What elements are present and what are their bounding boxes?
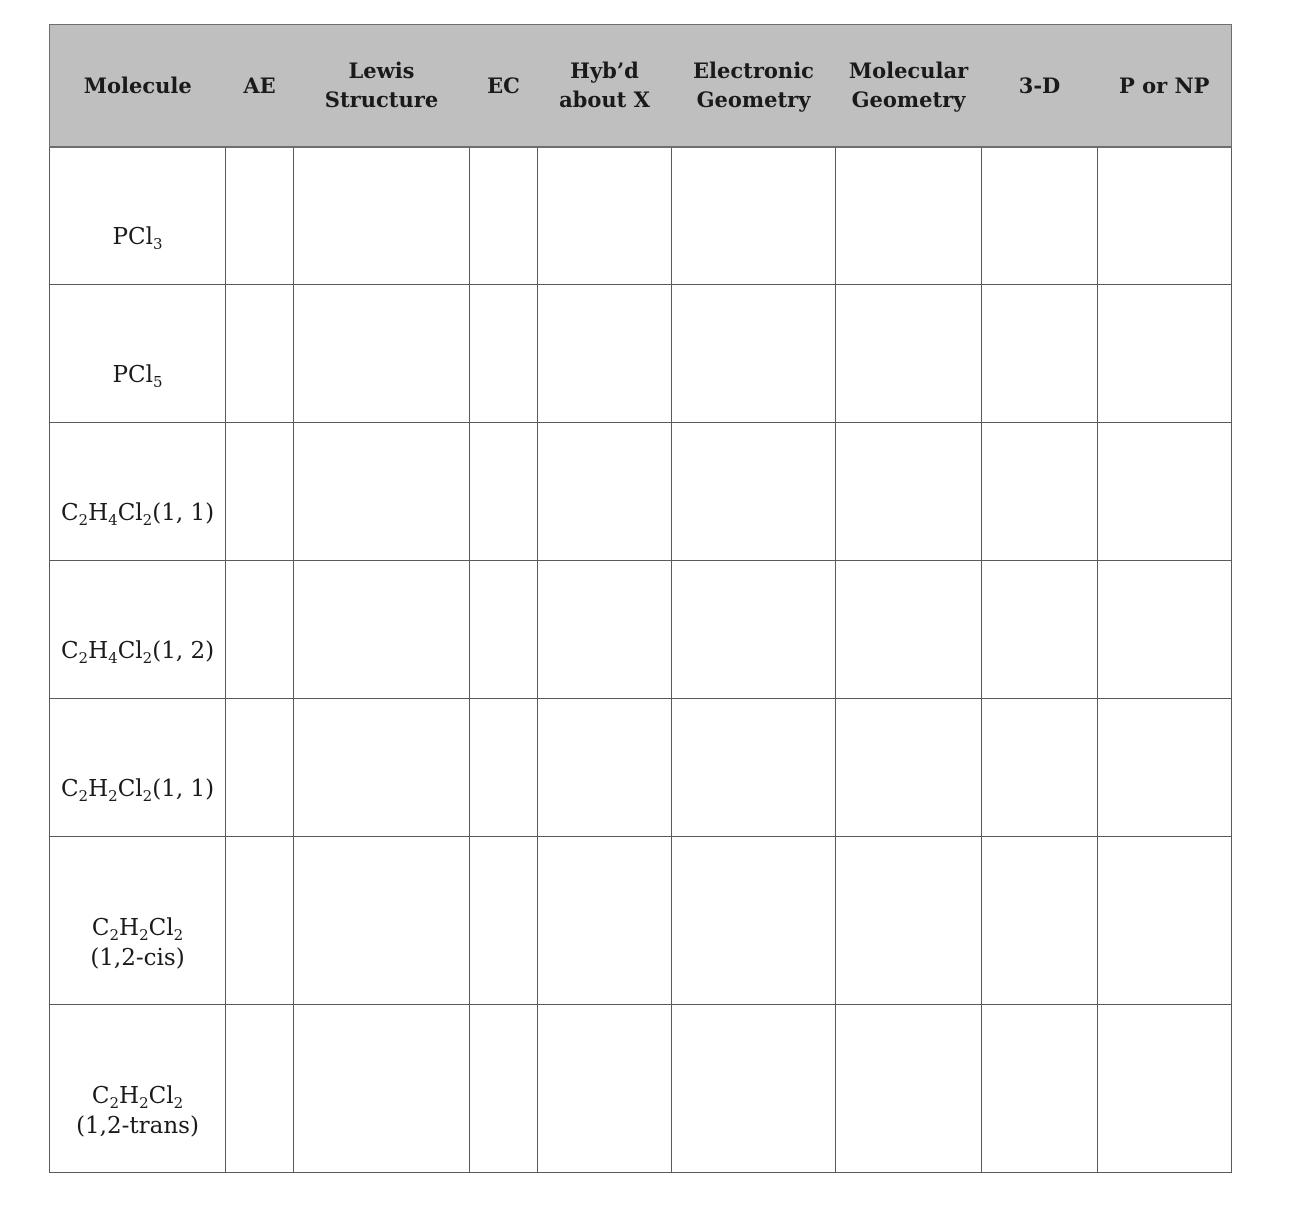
lewis-structure-cell[interactable]: [294, 423, 470, 561]
ec-cell[interactable]: [470, 699, 538, 837]
formula-subscript: 2: [142, 510, 153, 529]
formula-subscript: 2: [173, 1093, 184, 1112]
hybridization-cell[interactable]: [538, 699, 672, 837]
formula-subscript: 2: [142, 786, 153, 805]
hybridization-cell[interactable]: [538, 285, 672, 423]
ec-cell[interactable]: [470, 285, 538, 423]
molecule-formula: [50, 498, 225, 528]
molecule-cell: [50, 285, 226, 423]
formula-text: Cl: [117, 499, 143, 526]
formula-text: C: [91, 1082, 110, 1109]
formula-subscript: 2: [109, 1093, 120, 1112]
lewis-structure-cell[interactable]: [294, 1005, 470, 1173]
table-row: [50, 1005, 1232, 1173]
electronic-geometry-cell[interactable]: [672, 699, 836, 837]
molecule-cell: [50, 423, 226, 561]
formula-subscript: 2: [109, 925, 120, 944]
3d-cell[interactable]: [982, 1005, 1098, 1173]
formula-text: H: [88, 499, 109, 526]
formula-text: C: [60, 499, 79, 526]
formula-subscript: 2: [78, 786, 89, 805]
formula-subscript: 4: [108, 510, 118, 529]
formula-text: C: [60, 775, 79, 802]
formula-subscript: 2: [139, 1093, 149, 1112]
formula-subscript: 4: [108, 648, 118, 667]
3d-cell[interactable]: [982, 699, 1098, 837]
table-row: [50, 699, 1232, 837]
hybridization-cell[interactable]: [538, 561, 672, 699]
molecular-geometry-cell[interactable]: [836, 285, 982, 423]
ec-cell[interactable]: [470, 561, 538, 699]
lewis-structure-cell[interactable]: [294, 561, 470, 699]
3d-cell[interactable]: [982, 837, 1098, 1005]
ae-cell[interactable]: [226, 561, 294, 699]
molecular-geometry-cell[interactable]: [836, 423, 982, 561]
formula-subscript: 2: [108, 786, 118, 805]
molecule-formula: [50, 636, 225, 666]
header-row: [50, 25, 1232, 147]
polarity-cell[interactable]: [1098, 285, 1232, 423]
ae-cell[interactable]: [226, 147, 294, 285]
ec-cell[interactable]: [470, 147, 538, 285]
3d-cell[interactable]: [982, 285, 1098, 423]
molecule-cell: [50, 1005, 226, 1173]
ae-cell[interactable]: [226, 1005, 294, 1173]
ec-cell[interactable]: [470, 837, 538, 1005]
lewis-structure-cell[interactable]: [294, 837, 470, 1005]
lewis-structure-cell[interactable]: [294, 147, 470, 285]
worksheet: [49, 24, 1231, 1173]
hybridization-cell[interactable]: [538, 423, 672, 561]
molecule-formula: [50, 222, 225, 252]
formula-text: (1, 2): [152, 637, 215, 664]
hybridization-cell[interactable]: [538, 837, 672, 1005]
column-header-lewis-structure: Lewis Structure: [294, 25, 470, 147]
electronic-geometry-cell[interactable]: [672, 285, 836, 423]
isomer-label: (1,2-cis): [90, 944, 185, 971]
electronic-geometry-cell[interactable]: [672, 837, 836, 1005]
molecular-geometry-cell[interactable]: [836, 561, 982, 699]
table-row: [50, 423, 1232, 561]
3d-cell[interactable]: [982, 147, 1098, 285]
polarity-cell[interactable]: [1098, 699, 1232, 837]
hybridization-cell[interactable]: [538, 147, 672, 285]
table-row: [50, 561, 1232, 699]
ec-cell[interactable]: [470, 1005, 538, 1173]
3d-cell[interactable]: [982, 561, 1098, 699]
formula-subscript: 5: [152, 372, 163, 391]
ec-cell[interactable]: [470, 423, 538, 561]
table-row: [50, 285, 1232, 423]
column-header-electronic-geometry: Electronic Geometry: [672, 25, 836, 147]
lewis-structure-cell[interactable]: [294, 699, 470, 837]
ae-cell[interactable]: [226, 837, 294, 1005]
formula-text: PCl: [112, 361, 153, 388]
molecule-cell: [50, 699, 226, 837]
formula-subscript: 2: [173, 925, 184, 944]
ae-cell[interactable]: [226, 423, 294, 561]
formula-text: Cl: [117, 775, 143, 802]
molecular-geometry-table: [49, 24, 1232, 1173]
polarity-cell[interactable]: [1098, 1005, 1232, 1173]
formula-subscript: 2: [139, 925, 149, 944]
molecule-formula: [50, 360, 225, 390]
formula-text: Cl: [148, 1082, 174, 1109]
ae-cell[interactable]: [226, 285, 294, 423]
column-header-hybridization: Hyb’d about X: [538, 25, 672, 147]
lewis-structure-cell[interactable]: [294, 285, 470, 423]
formula-text: C: [91, 914, 110, 941]
molecular-geometry-cell[interactable]: [836, 1005, 982, 1173]
molecular-geometry-cell[interactable]: [836, 837, 982, 1005]
polarity-cell[interactable]: [1098, 147, 1232, 285]
molecule-cell: [50, 561, 226, 699]
electronic-geometry-cell[interactable]: [672, 561, 836, 699]
formula-text: (1, 1): [152, 775, 215, 802]
molecule-cell: [50, 837, 226, 1005]
column-header-ae: AE: [226, 25, 294, 147]
formula-text: H: [88, 637, 109, 664]
electronic-geometry-cell[interactable]: [672, 147, 836, 285]
formula-text: H: [119, 1082, 140, 1109]
molecule-formula: [50, 913, 225, 943]
polarity-cell[interactable]: [1098, 561, 1232, 699]
molecule-formula: [50, 774, 225, 804]
electronic-geometry-cell[interactable]: [672, 1005, 836, 1173]
molecule-cell: [50, 147, 226, 285]
column-header-molecular-geometry: Molecular Geometry: [836, 25, 982, 147]
formula-text: H: [119, 914, 140, 941]
polarity-cell[interactable]: [1098, 423, 1232, 561]
formula-subscript: 2: [142, 648, 153, 667]
formula-text: PCl: [112, 223, 153, 250]
formula-subscript: 2: [78, 648, 89, 667]
hybridization-cell[interactable]: [538, 1005, 672, 1173]
isomer-label: (1,2-trans): [76, 1112, 199, 1139]
molecular-geometry-cell[interactable]: [836, 699, 982, 837]
polarity-cell[interactable]: [1098, 837, 1232, 1005]
electronic-geometry-cell[interactable]: [672, 423, 836, 561]
column-header-polarity: P or NP: [1098, 25, 1232, 147]
column-header-molecule: Molecule: [50, 25, 226, 147]
molecular-geometry-cell[interactable]: [836, 147, 982, 285]
formula-text: (1, 1): [152, 499, 215, 526]
table-row: [50, 837, 1232, 1005]
column-header-3d: 3-D: [982, 25, 1098, 147]
formula-text: C: [60, 637, 79, 664]
ae-cell[interactable]: [226, 699, 294, 837]
table-row: [50, 147, 1232, 285]
molecule-formula: [50, 1081, 225, 1111]
formula-text: Cl: [148, 914, 174, 941]
formula-subscript: 3: [152, 234, 163, 253]
3d-cell[interactable]: [982, 423, 1098, 561]
table-body: [50, 147, 1232, 1173]
formula-subscript: 2: [78, 510, 89, 529]
formula-text: H: [88, 775, 109, 802]
formula-text: Cl: [117, 637, 143, 664]
column-header-ec: EC: [470, 25, 538, 147]
